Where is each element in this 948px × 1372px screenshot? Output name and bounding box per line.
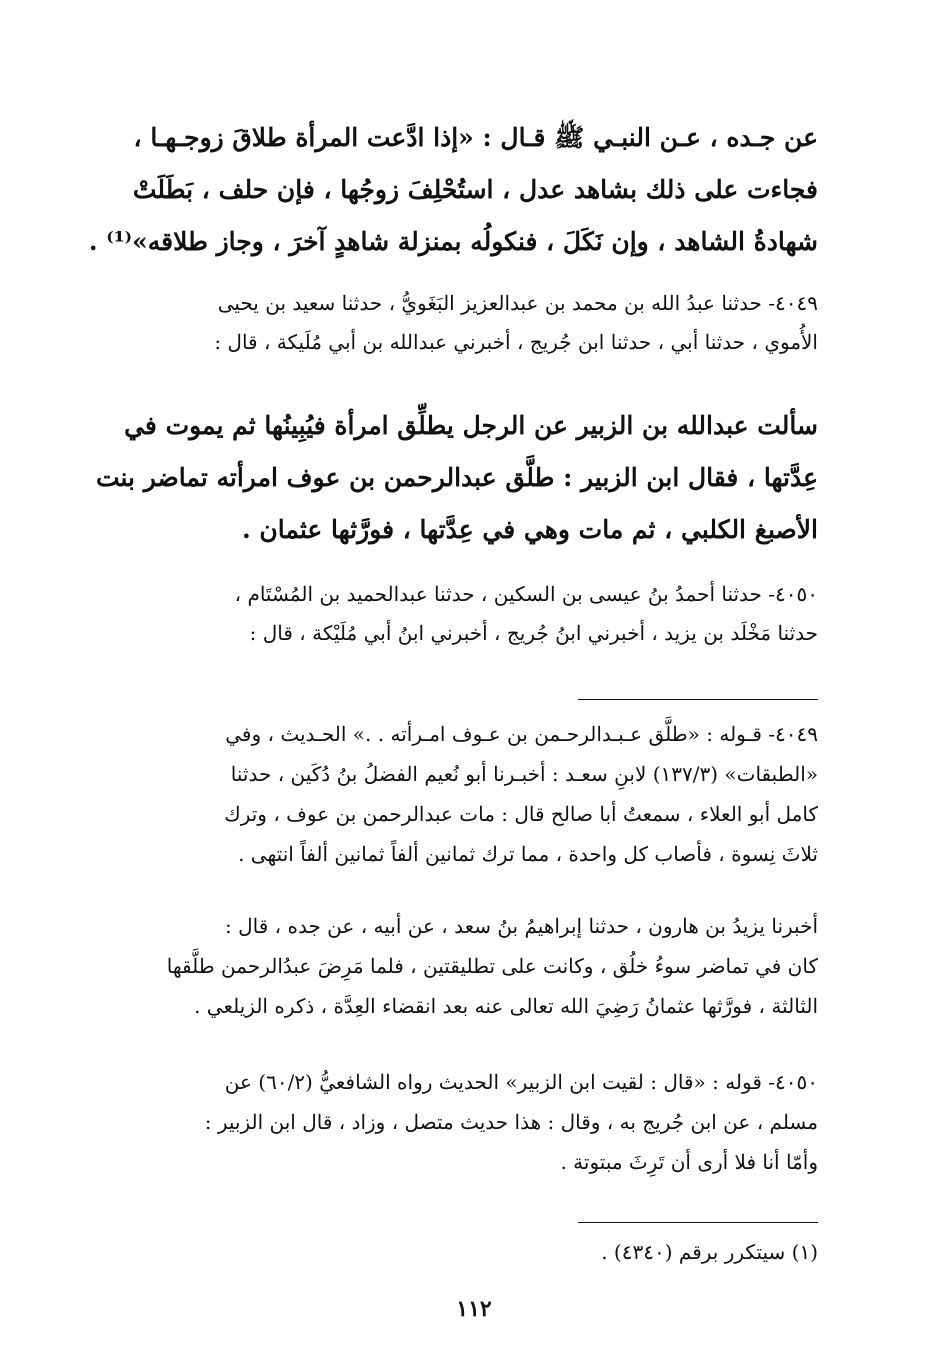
text-line: كان في تماضر سوءُ خلُق ، وكانت على تطليقتين ، فلما مَرِضَ عبدُالرحمن طلَّقها [166,954,818,978]
text-line: أخبرنا يزيدُ بن هارون ، حدثنا إبراهيمُ بنُ سعد ، عن أبيه ، عن جده ، قال : [225,914,818,938]
commentary-note-4050 [100,1062,818,1182]
footnote-separator [578,1222,818,1223]
text-line: عن جـده ، عـن النبـي ﷺ قـال : «إذا ادَّعت المرأة طلاقَ زوجـهـا ، [133,123,818,152]
commentary-note-4049 [100,714,818,874]
text-line: شهادةُ الشاهد ، وإن نَكَلَ ، فنكولُه بمنزلة شاهدٍ آخرَ ، وجاز طلاقه»⁽¹⁾ . [88,227,818,256]
text-line: وأمّا أنا فلا أرى أن تَرِثَ مبتوتة . [560,1150,818,1174]
commentary-separator [578,699,818,700]
text-line: عِدَّتها ، فقال ابن الزبير : طلَّق عبدالرحمن بن عوف امرأته تماضر بنت [95,463,818,492]
text-line: «الطبقات» (١٣٧/٣) لابنِ سعـد : أخبـرنا أبو نُعيم الفضلُ بنُ دُكَين ، حدثنا [230,762,818,786]
main-paragraph-1 [88,112,818,268]
text-line: الأُموي ، حدثنا أبي ، حدثنا ابن جُريج ، أخبرني عبدالله بن أبي مُلَيكة ، قال : [214,330,818,354]
text-line: سألت عبدالله بن الزبير عن الرجل يطلِّق امرأة فيُبِينُها ثم يموت في [124,411,818,440]
text-line: مسلم ، عن ابن جُريج به ، وقال : هذا حديث متصل ، وزاد ، قال ابن الزبير : [204,1110,818,1134]
hadith-4049-isnad [100,284,818,362]
text-line: ثلاثَ نِسوة ، فأصاب كل واحدة ، مما ترك ثمانين ألفاً ثمانين ألفاً انتهى . [238,842,818,866]
main-paragraph-2 [95,400,818,556]
text-line: ٤٠٥٠- قوله : «قال : لقيت ابن الزبير» الحديث رواه الشافعيُّ (٦٠/٢) عن [224,1070,818,1094]
footnote [100,1232,818,1272]
text-line: ٤٠٤٩- حدثنا عبدُ الله بن محمد بن عبدالعزيز البَغَويُّ ، حدثنا سعيد بن يحيى [217,291,818,315]
text-line: الأصبغ الكلبي ، ثم مات وهي في عِدَّتها ، فورَّثها عثمان . [242,515,818,544]
text-line: ٤٠٥٠- حدثنا أحمدُ بنُ عيسى بن السكين ، حدثنا عبدالحميد بن المُسْتَام ، [234,582,818,606]
text-line: الثالثة ، فورَّثها عثمانُ رَضِيَ الله تعالى عنه بعد انقضاء العِدَّة ، ذكره الزيلعي . [194,994,818,1018]
commentary-note-ibn-saad [100,906,818,1026]
text-line: فجاءت على ذلك بشاهد عدل ، استُحْلِفَ زوجُها ، فإن حلف ، بَطَلَتْ [132,175,818,204]
text-line: كامل أبو العلاء ، سمعتُ أبا صالح قال : مات عبدالرحمن بن عوف ، وترك [224,802,818,826]
text-line: ٤٠٤٩- قـوله : «طلَّق عـبـدالرحـمن بن عـوف امـرأته . .» الحـديث ، وفي [225,722,818,746]
text-line: حدثنا مَخْلَد بن يزيد ، أخبرني ابنُ جُريج ، أخبرني ابنُ أبي مُلَيْكة ، قال : [249,621,818,645]
footnote-text: (١) سيتكرر برقم (٤٣٤٠) . [601,1240,818,1264]
hadith-4050-isnad [100,575,818,653]
page-number: ١١٢ [456,1296,492,1322]
